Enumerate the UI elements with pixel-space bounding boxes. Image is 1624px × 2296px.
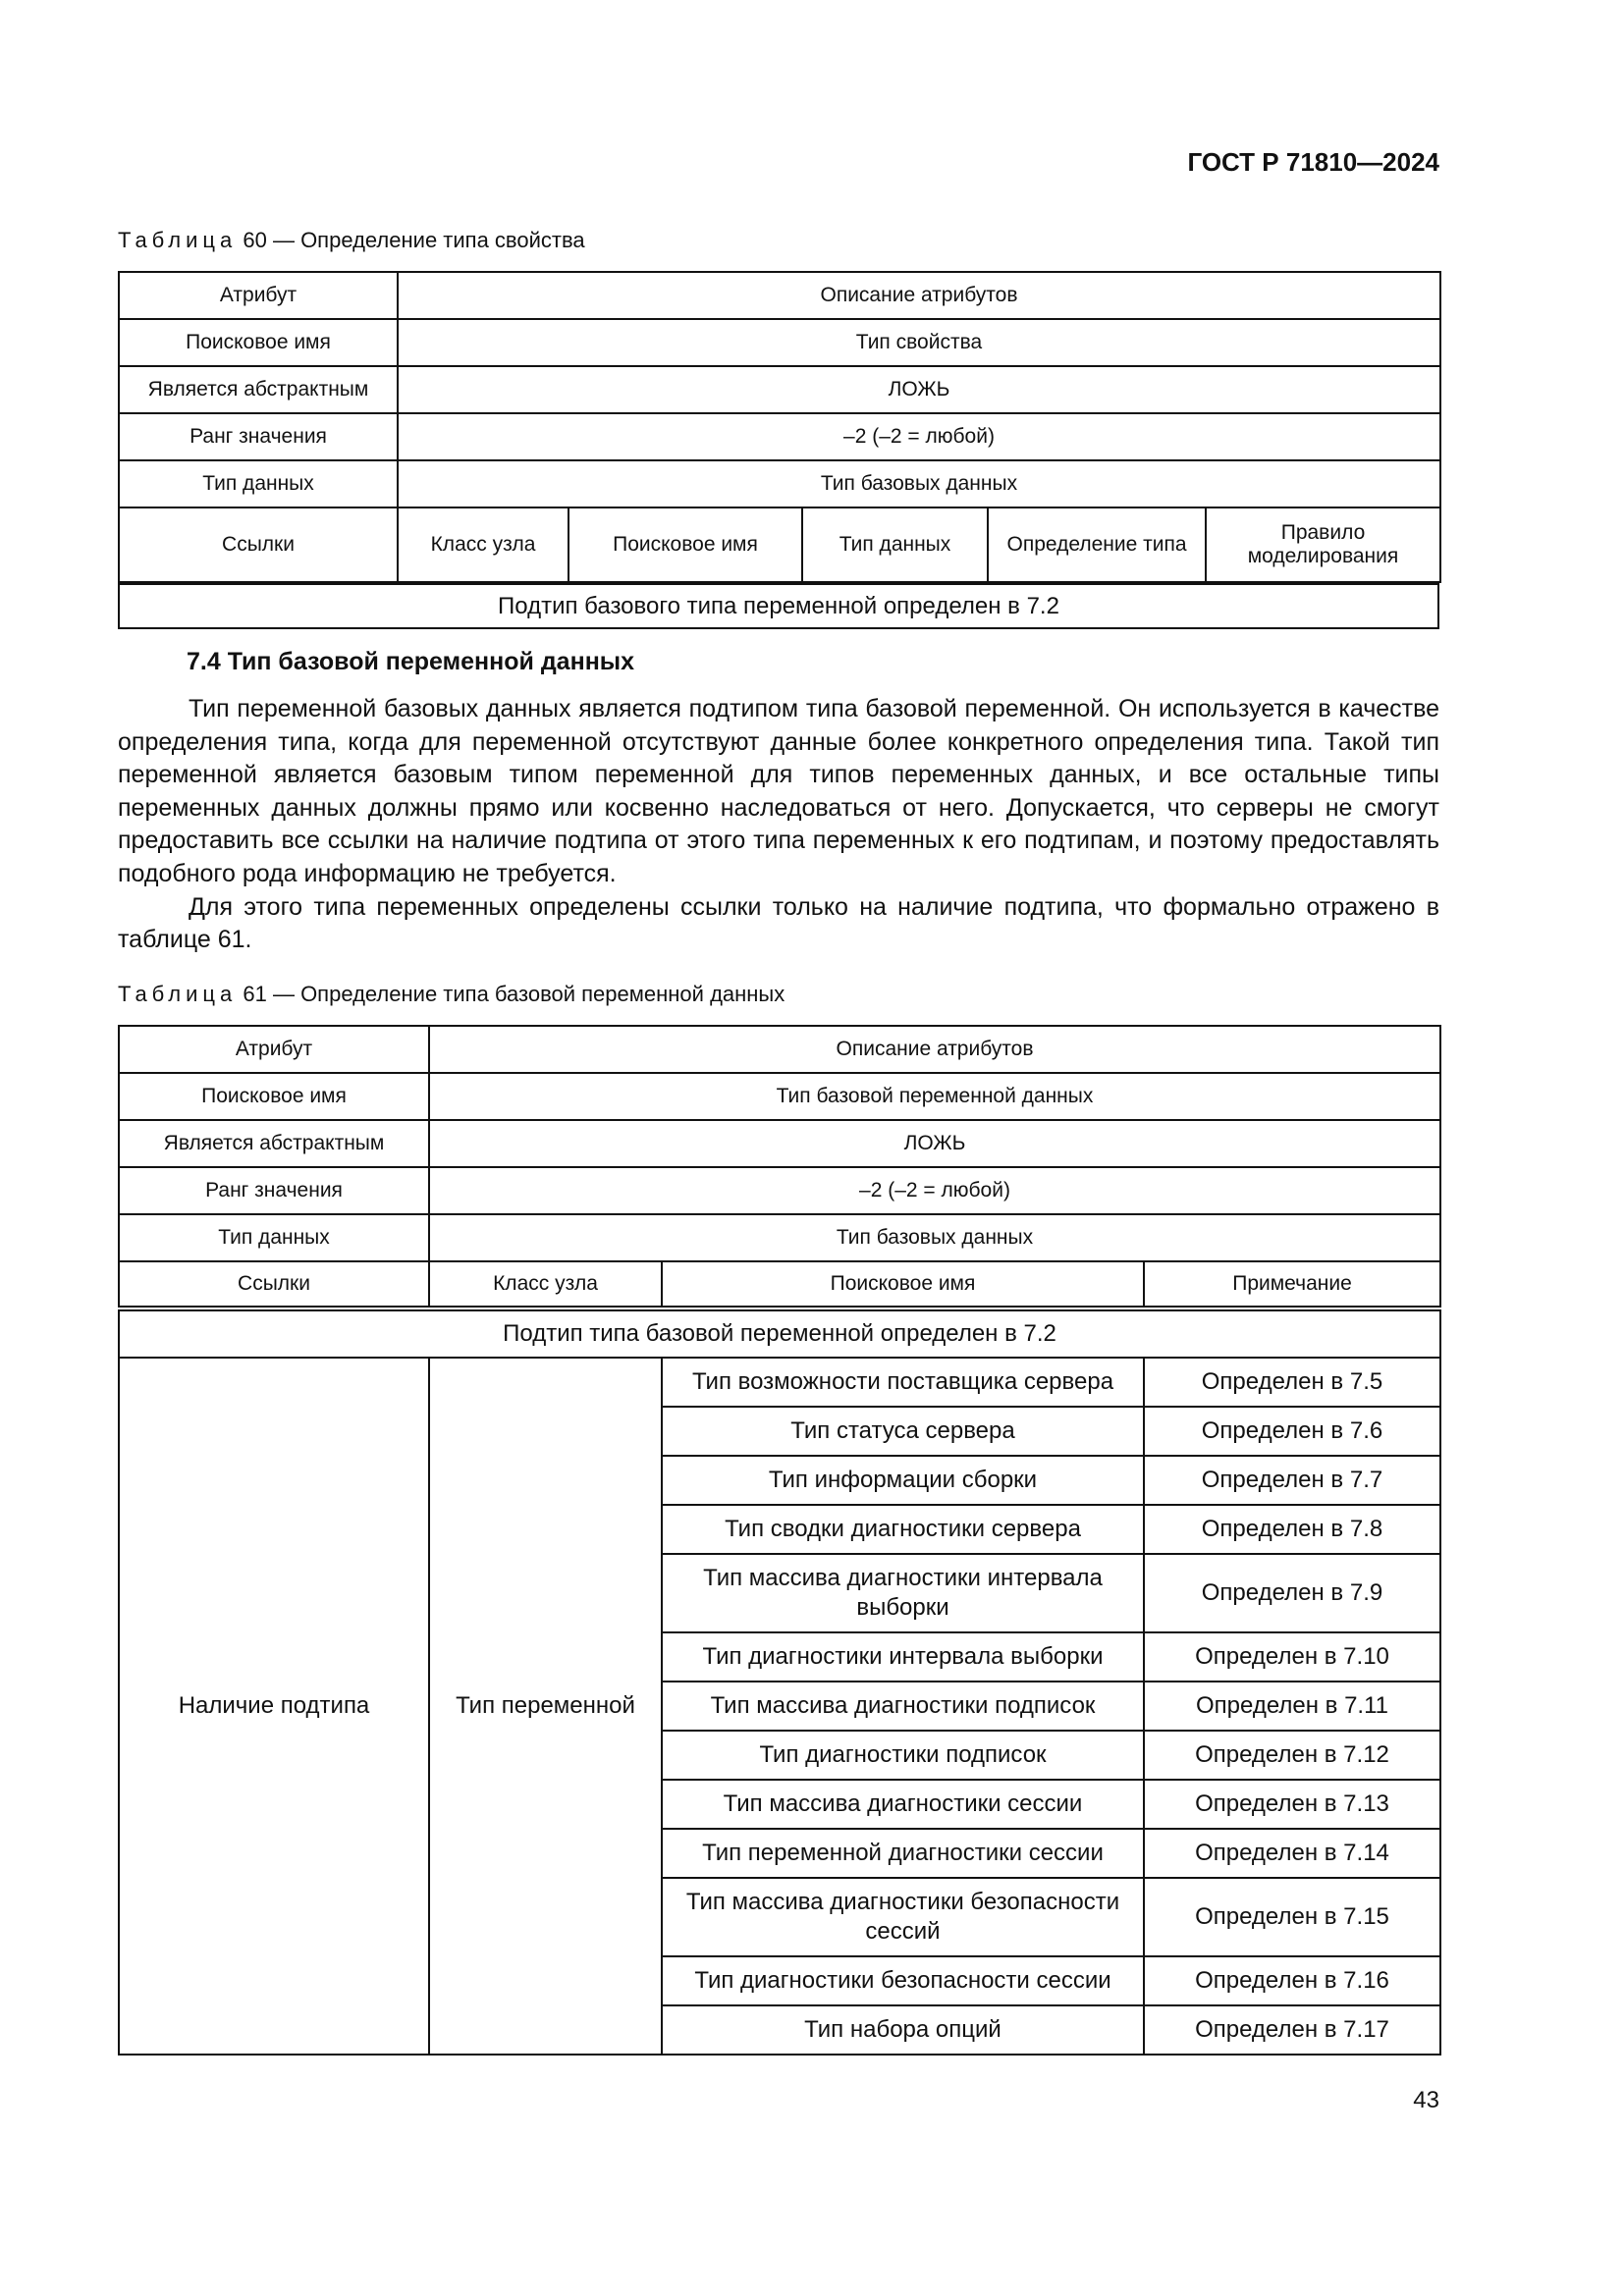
note: Определен в 7.7 [1144, 1456, 1440, 1505]
table-row [119, 1261, 1440, 1307]
attribute-name: Ранг значения [119, 413, 398, 460]
note: Определен в 7.8 [1144, 1505, 1440, 1554]
attribute-value: Описание атрибутов [429, 1026, 1440, 1073]
column-header: Класс узла [429, 1261, 662, 1307]
table-61 [118, 1025, 1441, 1308]
caption-prefix: Таблица [118, 982, 238, 1006]
note: Определен в 7.10 [1144, 1632, 1440, 1682]
browse-name: Тип переменной диагностики сессии [662, 1829, 1144, 1878]
browse-name: Тип информации сборки [662, 1456, 1144, 1505]
table-row [119, 1026, 1440, 1073]
table-row [119, 366, 1440, 413]
table-61-caption [118, 982, 785, 1007]
attribute-value: Тип свойства [398, 319, 1440, 366]
browse-name: Тип массива диагностики интервала выборки [662, 1554, 1144, 1632]
column-header: Ссылки [119, 1261, 429, 1307]
table-note: Подтип типа базовой переменной определен в 7.2 [119, 1310, 1440, 1358]
attribute-name: Является абстрактным [119, 1120, 429, 1167]
note: Определен в 7.13 [1144, 1780, 1440, 1829]
paragraph: Тип переменной базовых данных является подтипом типа базовой переменной. Он используется в качестве определения типа, когда для переменной отсутствуют данные более конкретного определения типа. Такой тип переменной является базовым типом переменной для типов переменных данных, и все остальные типы переменных данных должны прямо или косвенно наследоваться от него. Допускается, что серверы не смогут предоставить все ссылки на наличие подтипа от этого типа переменных к его подтипам, и поэтому предоставлять подобного рода информацию не требуется. [118, 695, 1439, 887]
attribute-value: Тип базовой переменной данных [429, 1073, 1440, 1120]
attribute-name: Является абстрактным [119, 366, 398, 413]
column-header: Примечание [1144, 1261, 1440, 1307]
browse-name: Тип диагностики подписок [662, 1731, 1144, 1780]
browse-name: Тип массива диагностики безопасности сессий [662, 1878, 1144, 1956]
table-row [119, 1310, 1440, 1358]
table-row [119, 1167, 1440, 1214]
attribute-value: Описание атрибутов [398, 272, 1440, 319]
browse-name: Тип массива диагностики сессии [662, 1780, 1144, 1829]
attribute-value: ЛОЖЬ [429, 1120, 1440, 1167]
table-note: Подтип базового типа переменной определен в 7.2 [119, 584, 1438, 628]
note: Определен в 7.17 [1144, 2005, 1440, 2055]
section-body [118, 693, 1439, 957]
table-60 [118, 271, 1441, 583]
column-header: Правило моделирования [1206, 507, 1440, 582]
browse-name: Тип набора опций [662, 2005, 1144, 2055]
attribute-name: Тип данных [119, 1214, 429, 1261]
attribute-value: ЛОЖЬ [398, 366, 1440, 413]
attribute-name: Поисковое имя [119, 1073, 429, 1120]
note: Определен в 7.16 [1144, 1956, 1440, 2005]
note: Определен в 7.9 [1144, 1554, 1440, 1632]
caption-text: 61 — Определение типа базовой переменной данных [237, 982, 785, 1006]
table-60-caption [118, 228, 585, 253]
table-row [119, 1358, 1440, 1407]
caption-prefix: Таблица [118, 228, 238, 252]
note: Определен в 7.12 [1144, 1731, 1440, 1780]
browse-name: Тип статуса сервера [662, 1407, 1144, 1456]
browse-name: Тип сводки диагностики сервера [662, 1505, 1144, 1554]
section-heading: 7.4 Тип базовой переменной данных [187, 648, 635, 675]
attribute-value: Тип базовых данных [429, 1214, 1440, 1261]
document-code: ГОСТ Р 71810—2024 [1187, 147, 1439, 177]
attribute-name: Тип данных [119, 460, 398, 507]
node-class: Тип переменной [429, 1358, 662, 2055]
table-row [119, 413, 1440, 460]
attribute-name: Атрибут [119, 1026, 429, 1073]
page-number: 43 [1413, 2087, 1439, 2113]
note: Определен в 7.14 [1144, 1829, 1440, 1878]
column-header: Определение типа [988, 507, 1206, 582]
reference-type: Наличие подтипа [119, 1358, 429, 2055]
note: Определен в 7.5 [1144, 1358, 1440, 1407]
table-row [119, 460, 1440, 507]
table-row [119, 272, 1440, 319]
note: Определен в 7.15 [1144, 1878, 1440, 1956]
caption-text: 60 — Определение типа свойства [237, 228, 585, 252]
browse-name: Тип массива диагностики подписок [662, 1682, 1144, 1731]
attribute-value: Тип базовых данных [398, 460, 1440, 507]
note: Определен в 7.6 [1144, 1407, 1440, 1456]
browse-name: Тип диагностики интервала выборки [662, 1632, 1144, 1682]
attribute-name: Поисковое имя [119, 319, 398, 366]
attribute-name: Ранг значения [119, 1167, 429, 1214]
column-header: Класс узла [398, 507, 568, 582]
column-header: Ссылки [119, 507, 398, 582]
table-row [119, 507, 1440, 582]
table-60-note [118, 583, 1439, 629]
column-header: Тип данных [802, 507, 988, 582]
paragraph: Для этого типа переменных определены ссылки только на наличие подтипа, что формально отражено в таблице 61. [118, 892, 1439, 954]
browse-name: Тип диагностики безопасности сессии [662, 1956, 1144, 2005]
column-header: Поисковое имя [568, 507, 802, 582]
table-row [119, 1073, 1440, 1120]
note: Определен в 7.11 [1144, 1682, 1440, 1731]
attribute-value: –2 (–2 = любой) [429, 1167, 1440, 1214]
table-row [119, 1214, 1440, 1261]
column-header: Поисковое имя [662, 1261, 1144, 1307]
table-61-body [118, 1309, 1441, 2056]
table-row [119, 1120, 1440, 1167]
attribute-name: Атрибут [119, 272, 398, 319]
attribute-value: –2 (–2 = любой) [398, 413, 1440, 460]
table-row [119, 319, 1440, 366]
browse-name: Тип возможности поставщика сервера [662, 1358, 1144, 1407]
